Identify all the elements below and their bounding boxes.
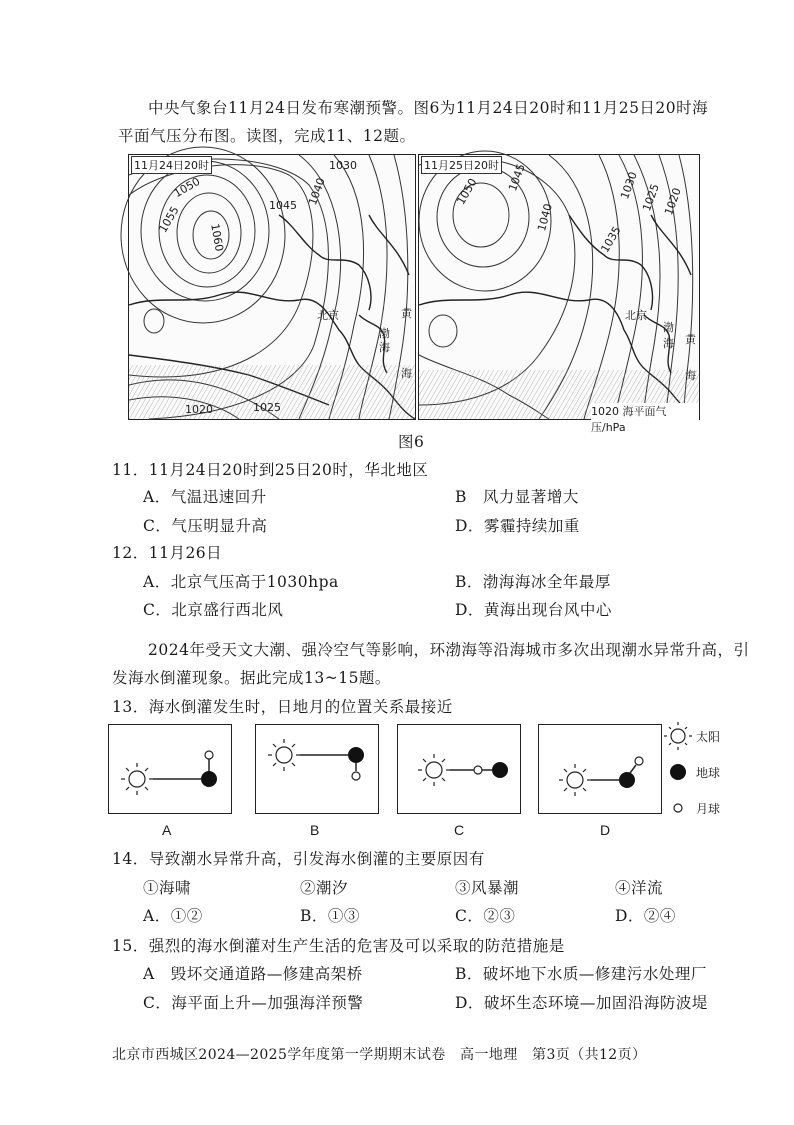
isobar-label: 1060 bbox=[208, 222, 226, 253]
q11-option-b[interactable]: B 风力显著增大 bbox=[455, 488, 579, 506]
moon-icon bbox=[352, 772, 360, 780]
isobar-label: 1040 bbox=[306, 176, 328, 207]
map-legend: 1020 海平面气压/hPa bbox=[591, 403, 699, 435]
isobar-label: 1030 bbox=[329, 159, 357, 172]
earth-icon bbox=[348, 747, 364, 763]
earth-icon bbox=[492, 762, 508, 778]
earth-icon bbox=[670, 764, 686, 780]
moon-icon bbox=[474, 766, 482, 774]
q13-label-c[interactable]: C bbox=[454, 822, 465, 838]
q15-stem: 15．强烈的海水倒灌对生产生活的危害及可以采取的防范措施是 bbox=[112, 937, 565, 955]
legend-sun: 太阳 bbox=[696, 730, 721, 744]
moon-icon bbox=[674, 804, 682, 812]
q14-option-c[interactable]: C．②③ bbox=[455, 907, 516, 925]
sun-icon bbox=[418, 754, 450, 786]
pressure-map-nov24-drawing bbox=[129, 155, 415, 419]
q14-option-b[interactable]: B．①③ bbox=[300, 907, 360, 925]
place-label-bo: 渤 bbox=[379, 327, 390, 340]
q12-option-b[interactable]: B．渤海海冰全年最厚 bbox=[455, 573, 611, 591]
q11-option-c[interactable]: C．气压明显升高 bbox=[143, 517, 268, 535]
q14-item-2: ②潮汐 bbox=[300, 879, 349, 897]
sun-icon bbox=[268, 739, 300, 771]
q15-option-d[interactable]: D．破坏生态环境—加固沿海防波堤 bbox=[455, 994, 708, 1012]
isobar-label: 1045 bbox=[269, 199, 297, 212]
q13-diagram-a bbox=[108, 724, 232, 814]
q13-diagram-d bbox=[538, 724, 662, 814]
place-label-huang: 黄 bbox=[685, 333, 696, 346]
pressure-map-nov24 bbox=[128, 154, 416, 420]
map-right-title: 11月25日20时 bbox=[421, 156, 502, 174]
q11-option-d[interactable]: D．雾霾持续加重 bbox=[455, 517, 580, 535]
place-label-hai: 海 bbox=[663, 337, 674, 350]
pressure-map-nov25 bbox=[418, 154, 700, 434]
q12-option-a[interactable]: A．北京气压高于1030hpa bbox=[143, 573, 339, 591]
q11-option-a[interactable]: A．气温迅速回升 bbox=[143, 488, 267, 506]
q15-option-c[interactable]: C．海平面上升—加强海洋预警 bbox=[143, 994, 364, 1012]
isobar-label: 1035 bbox=[598, 224, 624, 255]
q12-option-c[interactable]: C．北京盛行西北风 bbox=[143, 601, 284, 619]
q12-option-d[interactable]: D．黄海出现台风中心 bbox=[455, 601, 612, 619]
q14-item-3: ③风暴潮 bbox=[455, 879, 520, 897]
isobar-label: 1025 bbox=[253, 401, 281, 414]
place-label-hai2: 海 bbox=[401, 367, 412, 380]
place-label-huang: 黄 bbox=[401, 307, 412, 320]
page-footer: 北京市西城区2024—2025学年度第一学期期末试卷 高一地理 第3页（共12页） bbox=[112, 1047, 647, 1063]
q12-stem: 12．11月26日 bbox=[112, 544, 223, 562]
isobar-label: 1055 bbox=[156, 204, 182, 235]
intro2-line-2: 发海水倒灌现象。据此完成13~15题。 bbox=[112, 669, 391, 687]
isobar-label: 1025 bbox=[640, 182, 662, 213]
intro2-line-1: 2024年受天文大潮、强冷空气等影响，环渤海等沿海城市多次出现潮水异常升高，引 bbox=[148, 641, 750, 659]
q13-legend bbox=[666, 722, 726, 822]
earth-icon bbox=[619, 772, 635, 788]
map-left-title: 11月24日20时 bbox=[131, 156, 212, 174]
legend-moon: 月球 bbox=[696, 802, 721, 816]
isobar-label: 1050 bbox=[454, 176, 480, 207]
isobar-label: 1020 bbox=[185, 403, 213, 416]
intro-line-2: 平面气压分布图。读图，完成11、12题。 bbox=[118, 127, 416, 145]
q14-stem: 14．导致潮水异常升高，引发海水倒灌的主要原因有 bbox=[112, 850, 485, 868]
q14-item-1: ①海啸 bbox=[143, 879, 192, 897]
q13-label-b[interactable]: B bbox=[310, 822, 320, 838]
place-label-hai: 海 bbox=[379, 341, 390, 354]
q13-label-a[interactable]: A bbox=[162, 822, 172, 838]
isobar-label: 1030 bbox=[618, 170, 640, 201]
place-label-hai2: 海 bbox=[685, 369, 696, 382]
q14-option-d[interactable]: D．②④ bbox=[615, 907, 676, 925]
earth-icon bbox=[201, 771, 217, 787]
moon-icon bbox=[205, 751, 213, 759]
q15-option-a[interactable]: A 毁坏交通道路—修建高架桥 bbox=[143, 965, 363, 983]
isobar-label: 1020 bbox=[662, 186, 684, 217]
q14-option-a[interactable]: A．①② bbox=[143, 907, 203, 925]
figure-caption: 图6 bbox=[398, 433, 425, 451]
q14-item-4: ④洋流 bbox=[615, 879, 664, 897]
sun-icon bbox=[121, 763, 153, 795]
isobar-label: 1040 bbox=[535, 202, 555, 233]
q13-diagram-c bbox=[397, 724, 521, 814]
sun-icon bbox=[664, 722, 692, 750]
q13-stem: 13．海水倒灌发生时，日地月的位置关系最接近 bbox=[112, 698, 453, 716]
place-label-beijing: 北京 bbox=[625, 309, 647, 322]
moon-icon bbox=[635, 757, 643, 765]
q15-option-b[interactable]: B．破坏地下水质—修建污水处理厂 bbox=[455, 965, 707, 983]
isobar-label: 1050 bbox=[171, 174, 203, 201]
q13-label-d[interactable]: D bbox=[600, 822, 611, 838]
q11-stem: 11．11月24日20时到25日20时，华北地区 bbox=[112, 461, 429, 479]
q13-diagram-b bbox=[255, 724, 379, 814]
isobar-label: 1045 bbox=[506, 162, 528, 193]
place-label-beijing: 北京 bbox=[317, 309, 339, 322]
intro-line-1: 中央气象台11月24日发布寒潮预警。图6为11月24日20时和11月25日20时海 bbox=[148, 99, 709, 117]
legend-earth: 地球 bbox=[696, 766, 721, 780]
place-label-bo: 渤 bbox=[663, 321, 674, 334]
sun-icon bbox=[559, 764, 591, 796]
